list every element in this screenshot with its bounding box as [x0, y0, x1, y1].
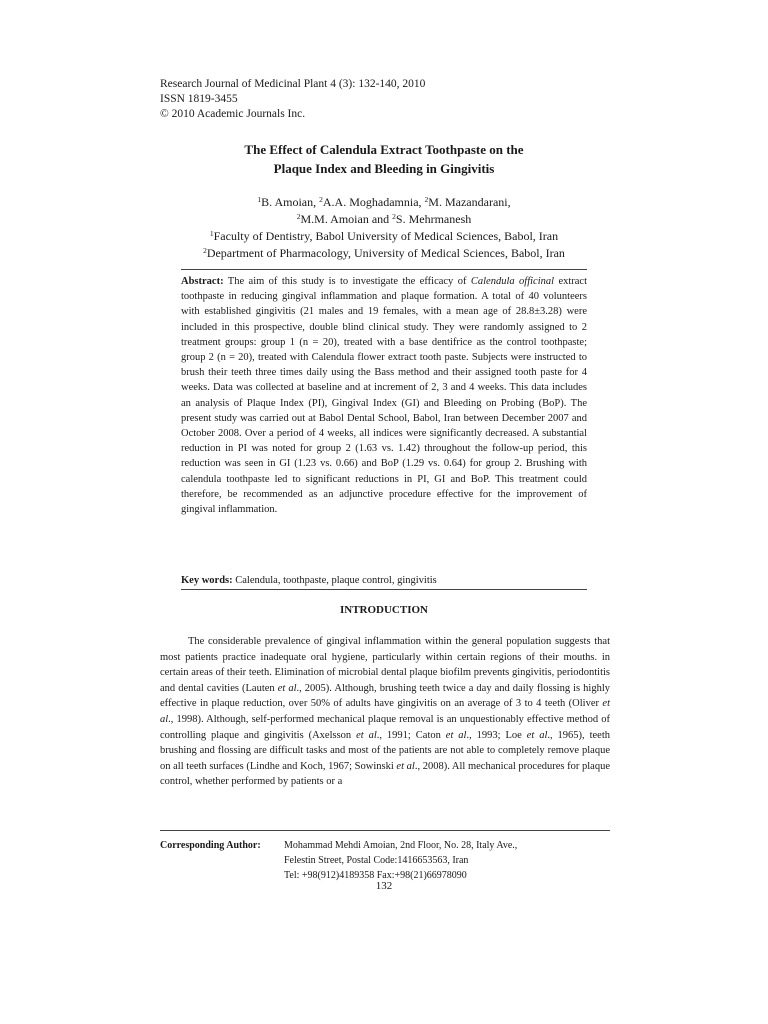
author-affiliation-mark: 1: [257, 195, 262, 204]
affiliation-1: [0, 228, 768, 245]
journal-issn: ISSN 1819-3455: [160, 93, 238, 105]
abstract-top-rule: [181, 269, 587, 270]
corresponding-author-label: Corresponding Author:: [160, 840, 261, 851]
keywords-label: Key words:: [181, 575, 233, 586]
author-affiliation-mark: 2: [392, 212, 396, 221]
corresponding-address-line: Mohammad Mehdi Amoian, 2nd Floor, No. 28, Italy Ave.,: [284, 840, 518, 851]
keywords-text: Calendula, toothpaste, plaque control, gingivitis: [232, 575, 437, 586]
author-affiliation-mark: 2: [296, 212, 301, 221]
abstract-bottom-rule: [181, 589, 587, 590]
introduction-text: ., 1991; Caton: [376, 729, 446, 741]
affiliation-text: Department of Pharmacology, University of Medical Sciences, Babol, Iran: [206, 246, 565, 260]
introduction-text: ., 2005). Although, brushing teeth twice a day and daily flossing is highly effective in plaque reduction, over 50% of adults have gingivitis on an average of 3 to 4 teeth (Oliver: [160, 682, 611, 710]
abstract-text-intro: The aim of this study is to investigate the efficacy of: [223, 276, 471, 287]
citation-et-al: et al: [445, 729, 467, 741]
journal-info: [160, 77, 425, 122]
corresponding-author-details: [284, 838, 517, 883]
introduction-paragraph: [160, 634, 610, 790]
affiliation-2: [0, 245, 768, 262]
page-number: 132: [375, 880, 393, 892]
citation-et-al: et al: [396, 760, 415, 772]
introduction-text: ., 1993; Loe: [466, 729, 527, 741]
journal-copyright: © 2010 Academic Journals Inc.: [160, 108, 306, 120]
abstract-text-body: extract toothpaste in reducing gingival inflammation and plaque formation. A total of 40 volunteers with established gingivitis (21 males and 19 females, with a mean age of 28.8±3.28) were included in this prospective, double blind clinical study. They were randomly assigned to 2 treatment groups: group 1 (n = 20), treated with a base dentifrice as the control toothpaste; group 2 (n = 20), treated with Calendula flower extract tooth paste. Subjects were instructed to brush their teeth three times daily using the Bass method and their assigned tooth paste for 4 weeks. Data was collected at baseline and at increment of 2, 3 and 4 weeks. This data includes an analysis of Plaque Index (PI), Gingival Index (GI) and Bleeding on Probing (BoP). The present study was carried out at Babol Dental School, Babol, Iran between December 2007 and October 2008. Over a period of 4 weeks, all indices were significantly decreased. A substantial reduction in PI was noted for group 2 (1.63 vs. 1.42) throughout the follow-up period, this reduction was seen in GI (1.23 vs. 0.66) and BoP (1.29 vs. 0.64) for group 2. Brushing with calendula toothpaste led to significant reductions in PI, GI and BoP. This treatment could therefore, be recommended as an adjunctive procedure effective for the improvement of gingival inflammation.: [181, 276, 588, 516]
author-name: B. Amoian,: [261, 195, 320, 209]
introduction-heading: INTRODUCTION: [339, 604, 428, 616]
author-name: M. Mazandarani,: [428, 195, 511, 209]
affiliation-mark: 1: [209, 229, 214, 238]
introduction-text: ., 1965), teeth brushing and flossing are difficult tasks and most of the patients are not able to completely remove plaque on all teeth surfaces (Lindhe and Koch, 1967; Sowinski: [160, 729, 611, 772]
abstract-species-name: Calendula officinal: [470, 276, 555, 287]
author-name: S. Mehrmanesh: [395, 212, 472, 226]
author-affiliation-mark: 2: [424, 195, 429, 204]
introduction-text: ., 1998). Although, self-performed mechanical plaque removal is an unquestionably effective method of controlling plaque and gingivitis (Axelsson: [160, 713, 610, 741]
footnote-rule: [160, 830, 610, 831]
title-line-2: Plaque Index and Bleeding in Gingivitis: [273, 161, 495, 176]
author-name: A.A. Moghadamnia,: [322, 195, 425, 209]
author-affiliation-mark: 2: [319, 195, 323, 204]
introduction-text: The considerable prevalence of gingival inflammation within the general population suggests that most patients practice inadequate oral hygiene, particularly within certain regions of their mouths. in certain areas of their teeth. Elimination of microbial dental plaque biofilm prevents gingivitis, periodontitis and dental cavities (Lauten: [160, 636, 610, 694]
author-name: M.M. Amoian and: [300, 212, 393, 226]
citation-et-al: et al: [526, 729, 548, 741]
affiliation-mark: 2: [203, 246, 207, 255]
citation-et-al: et al: [160, 698, 610, 725]
corresponding-contact-line: Tel: +98(912)4189358 Fax:+98(21)66978090: [284, 870, 467, 881]
abstract: [181, 274, 587, 517]
citation-et-al: et al: [356, 729, 377, 741]
author-block: [0, 194, 768, 262]
author-line-2: [0, 211, 768, 228]
author-line-1: [0, 194, 768, 211]
title-line-1: The Effect of Calendula Extract Toothpaste on the: [244, 142, 524, 157]
citation-et-al: et al: [277, 682, 297, 694]
introduction-text: ., 2008). All mechanical procedures for plaque control, whether performed by patients or a: [160, 760, 611, 788]
journal-citation: Research Journal of Medicinal Plant 4 (3): 132-140, 2010: [160, 78, 426, 90]
corresponding-address-line: Felestin Street, Postal Code:1416653563, Iran: [284, 855, 469, 866]
abstract-label: Abstract:: [181, 276, 224, 287]
paper-title: [0, 140, 768, 178]
affiliation-text: Faculty of Dentistry, Babol University of Medical Sciences, Babol, Iran: [213, 229, 559, 243]
keywords: [181, 573, 587, 588]
